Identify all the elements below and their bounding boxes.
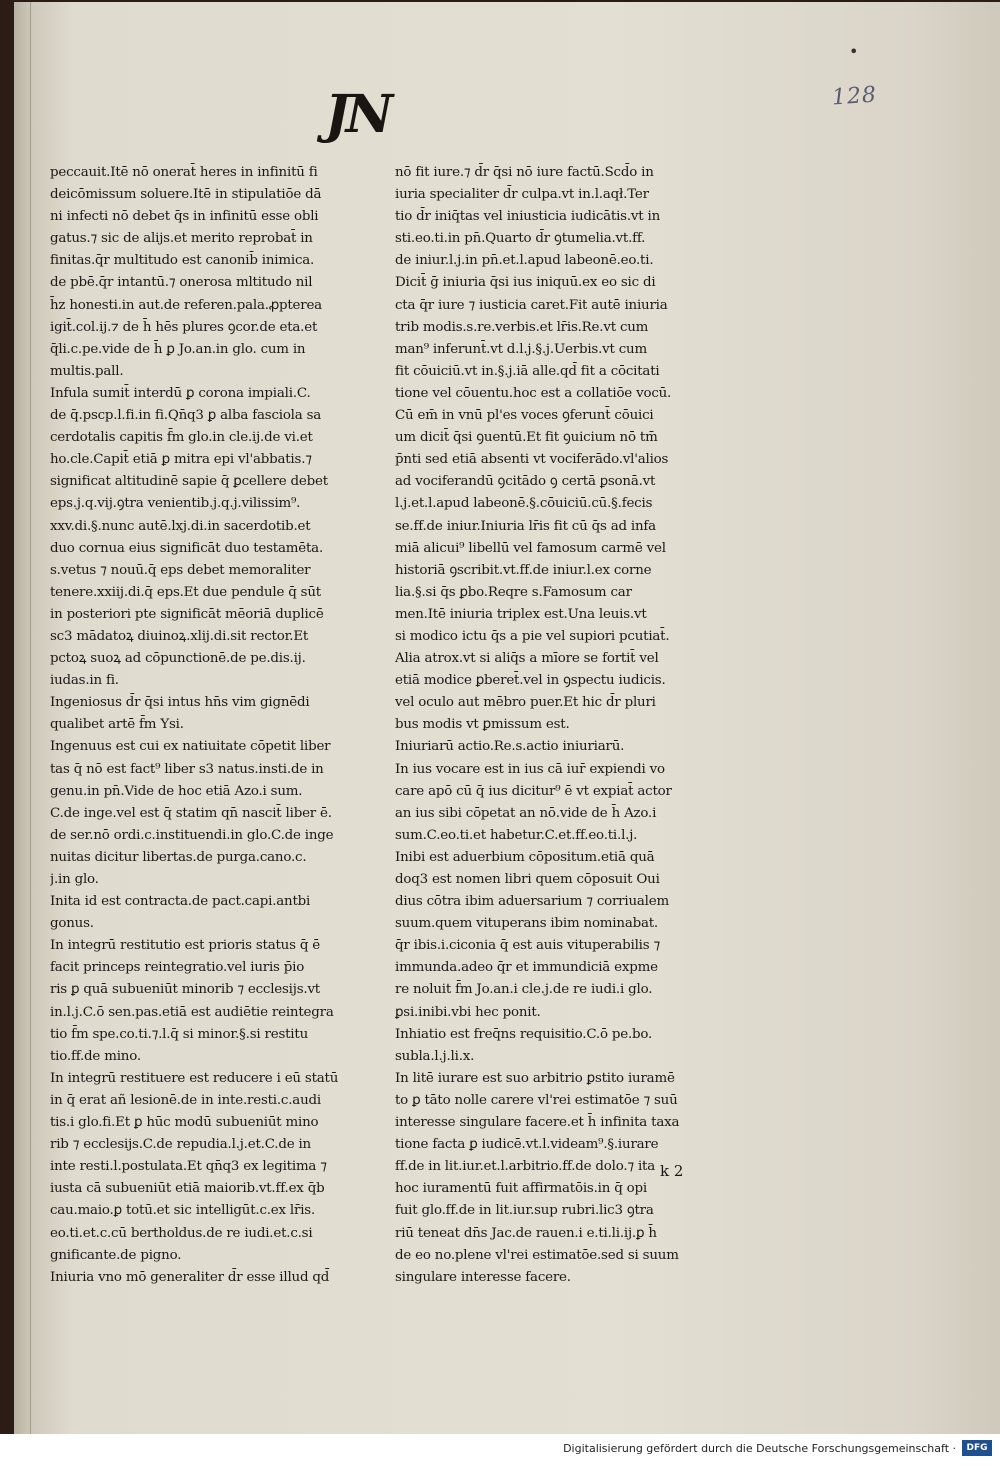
left-column: [50, 162, 385, 1289]
text-line: bus modis vt ꝑmissum est.: [395, 717, 570, 733]
text-line: men.Itē iniuria triplex est.Una leuis.vt: [395, 606, 647, 622]
text-line: cau.maio.ꝑ totū.et sic intelligūt.c.ex lr̄is.: [50, 1203, 316, 1219]
text-line: multis.pall.: [50, 363, 124, 379]
text-line: finitas.q̄r multitudo est canonib̄ inimica.: [50, 253, 315, 269]
text-line: Ingenuus est cui ex natiuitate cōpetit liber: [50, 739, 331, 755]
text-line: sum.C.eo.ti.et habetur.C.et.ff.eo.ti.l.j.: [395, 827, 638, 843]
text-line: tio.ff.de mino.: [50, 1048, 141, 1064]
text-line: ris ꝑ quā subueniūt minorib ⁊ ecclesijs.vt: [50, 982, 320, 998]
text-line: h̄z honesti.in aut.de referen.pala.ꝓpterea: [50, 297, 322, 313]
text-line: um dicit̄ q̄si ꝯuentū.Et fit ꝯuicium nō tm̄: [395, 430, 658, 446]
text-line: qualibet artē f̄m Ysi.: [50, 717, 184, 733]
text-line: gnificante.de pigno.: [50, 1247, 182, 1263]
text-line: tis.i glo.fi.Et ꝑ hūc modū subueniūt mino: [50, 1115, 319, 1131]
text-line: s.vetus ⁊ nouū.q̄ eps debet memoraliter: [50, 562, 311, 578]
text-line: Infula sumit̄ interdū ꝑ corona impiali.C.: [50, 385, 311, 401]
text-line: nuitas dicitur libertas.de purga.cano.c.: [50, 849, 307, 865]
text-line: inte resti.l.postulata.Et qn̄q3 ex legitima ⁊: [50, 1159, 327, 1175]
text-line: tenere.xxiij.di.q̄ eps.Et due pendule q̄ sūt: [50, 584, 321, 600]
text-line: vel oculo aut mēbro puer.Et hic d̄r pluri: [395, 695, 656, 711]
text-line: tione vel cōuentu.hoc est a collatiōe vocū.: [395, 385, 672, 401]
text-line: significat altitudinē sapie q̄ ꝑcellere debet: [50, 474, 328, 490]
text-line: In integrū restituere est reducere i eū statū: [50, 1070, 339, 1086]
text-line: Iniuria vno mō generaliter d̄r esse illud qd̄: [50, 1269, 330, 1285]
text-line: trib modis.s.re.verbis.et lr̄is.Re.vt cum: [395, 319, 649, 335]
text-line: tio f̄m spe.co.ti.⁊.l.q̄ si minor.§.si restitu: [50, 1026, 308, 1042]
text-line: care apō cū q̄ ius dicitur⁹ ē vt expiat̄ actor: [395, 783, 672, 799]
text-line: gonus.: [50, 916, 94, 932]
text-line: peccauit.Itē nō onerat̄ heres in infinitū fi: [50, 165, 318, 180]
text-line: de iniur.l.j.in pn̄.et.l.apud labeonē.eo.ti.: [395, 253, 654, 269]
text-line: Cū em̄ in vnū pl'es voces ꝯferunt̄ cōuici: [395, 408, 654, 424]
text-line: singulare interesse facere.: [395, 1269, 571, 1285]
text-line: Iniuriarū actio.Re.s.actio iniuriarū.: [395, 739, 625, 755]
text-line: etiā modice ꝑberet̄.vel in ꝯspectu iudicis.: [395, 673, 666, 689]
text-line: q̄li.c.pe.vide de h̄ ꝑ Jo.an.in glo. cum in: [50, 341, 306, 357]
text-line: re noluit f̄m Jo.an.i cle.j.de re iudi.i glo.: [395, 982, 653, 998]
text-line: nō fit iure.⁊ d̄r q̄si nō iure factū.Scd̄o in: [395, 165, 654, 180]
text-line: Ingeniosus d̄r q̄si intus hn̄s vim gignēdi: [50, 695, 310, 711]
text-line: deicōmissum soluere.Itē in stipulatiōe dā: [50, 187, 322, 203]
text-line: p̄nti sed etiā absenti vt vociferādo.vl'alios: [395, 452, 669, 468]
text-line: ni infecti nō debet q̄s in infinitū esse obli: [50, 209, 319, 225]
text-line: hoc iuramentū fuit affirmatōis.in q̄ opi: [395, 1181, 647, 1197]
text-line: Inita id est contracta.de pact.capi.antbi: [50, 894, 311, 910]
text-line: fuit glo.ff.de in lit.iur.sup rubri.lic3 ꝯtra: [395, 1203, 654, 1219]
text-line: dius cōtra ibim aduersarium ⁊ corriualem: [395, 894, 669, 910]
text-line: lia.§.si q̄s ꝑbo.Reqre s.Famosum car: [395, 584, 632, 600]
text-line: facit princeps reintegratio.vel iuris p̄io: [50, 960, 305, 976]
text-line: j.in glo.: [50, 872, 99, 887]
dfg-logo-icon: DFG: [962, 1440, 992, 1456]
text-line: rib ⁊ ecclesijs.C.de repudia.l.j.et.C.de in: [50, 1137, 311, 1153]
text-line: in posteriori pte significāt mēoriā duplicē: [50, 606, 324, 622]
text-line: de ser.nō ordi.c.instituendi.in glo.C.de inge: [50, 827, 334, 843]
text-line: l.j.et.l.apud labeonē.§.cōuiciū.cū.§.fecis: [395, 496, 653, 512]
text-line: iuria specialiter d̄r culpa.vt in.l.aqł.Ter: [395, 187, 649, 203]
signature-mark: k 2: [660, 1162, 684, 1180]
text-line: tio d̄r iniq̄tas vel iniusticia iudicātis.vt in: [395, 209, 661, 225]
text-line: immunda.adeo q̄r et immundiciā expme: [395, 960, 658, 976]
text-line: In ius vocare est in ius cā iur̄ expiendi vo: [395, 761, 665, 777]
ink-blot: •: [849, 42, 859, 61]
text-line: duo cornua eius significāt duo testamēta.: [50, 540, 324, 556]
text-line: tas q̄ nō est fact⁹ liber s3 natus.insti.de in: [50, 761, 324, 777]
text-line: cerdotalis capitis f̄m glo.in cle.ij.de vi.et: [50, 430, 313, 446]
text-line: ff.de in lit.iur.et.l.arbitrio.ff.de dolo.⁊ ita: [395, 1159, 655, 1175]
text-line: ho.cle.Capit̄ etiā ꝑ mitra epi vl'abbatis.⁊: [50, 452, 312, 468]
text-line: in.l.j.C.ō sen.pas.etiā est audiētie reintegra: [50, 1004, 334, 1020]
text-line: doq3 est nomen libri quem cōposuit Oui: [395, 872, 660, 887]
text-line: de eo no.plene vl'rei estimatōe.sed si suum: [395, 1247, 679, 1263]
text-line: Alia atrox.vt si aliq̄s a mīore se fortit̄ vel: [395, 651, 659, 667]
text-line: Inhiatio est freq̄ns requisitio.C.ō pe.bo.: [395, 1026, 653, 1042]
text-line: se.ff.de iniur.Iniuria lr̄is fit cū q̄s ad infa: [395, 518, 656, 534]
text-line: In integrū restitutio est prioris status q̄ ē: [50, 938, 320, 954]
footer-bar: [0, 1434, 1000, 1466]
text-line: ꝑsi.inibi.vbi hec ponit.: [395, 1004, 541, 1020]
text-line: iudas.in fi.: [50, 673, 119, 689]
text-line: igit̄.col.ij.⁊ de h̄ hēs plures ꝯcor.de eta.et: [50, 319, 318, 335]
text-line: in q̄ erat añ lesionē.de in inte.resti.c.audi: [50, 1092, 321, 1108]
text-line: historiā ꝯscribit.vt.ff.de iniur.l.ex corne: [395, 562, 652, 578]
text-line: man⁹ inferunt̄.vt d.l.j.§.j.Uerbis.vt cum: [395, 341, 647, 357]
text-line: ad vociferandū ꝯcitādo ꝯ certā ꝑsonā.vt: [395, 474, 656, 490]
text-line: cta q̄r iure ⁊ iusticia caret.Fit autē iniuria: [395, 297, 668, 313]
text-line: pctoꝝ suoꝝ ad cōpunctionē.de pe.dis.ij.: [50, 651, 306, 667]
text-line: subla.l.j.li.x.: [395, 1048, 475, 1064]
text-line: genu.in pn̄.Vide de hoc etiā Azo.i sum.: [50, 783, 303, 799]
text-line: In litē iurare est suo arbitrio ꝑstito iuramē: [395, 1070, 675, 1086]
text-line: eps.j.q.vij.ꝯtra venientib.j.q.j.vilissim⁹.: [50, 496, 301, 512]
text-line: Inibi est aduerbium cōpositum.etiā quā: [395, 849, 655, 865]
text-line: C.de inge.vel est q̄ statim qn̄ nascit̄ liber ē.: [50, 805, 332, 821]
text-line: q̄r ibis.i.ciconia q̄ est auis vituperabilis ⁊: [395, 938, 660, 954]
text-line: to ꝑ tāto nolle carere vl'rei estimatōe ⁊ suū: [395, 1092, 678, 1108]
text-line: de pbē.q̄r intantū.⁊ onerosa mltitudo nil: [50, 275, 313, 291]
text-line: interesse singulare facere.et h̄ infinita taxa: [395, 1115, 680, 1131]
text-line: de q̄.pscp.l.fi.in fi.Qn̄q3 ꝑ alba fasciola sa: [50, 408, 322, 424]
text-line: iusta cā subueniūt etiā maiorib.vt.ff.ex q̄b: [50, 1181, 325, 1197]
footer-credit: Digitalisierung gefördert durch die Deutsche Forschungsgemeinschaft ·: [563, 1442, 956, 1455]
text-line: an ius sibi cōpetat an nō.vide de h̄ Azo.i: [395, 805, 657, 821]
text-line: suum.quem vituperans ibim nominabat.: [395, 916, 658, 932]
text-line: sti.eo.ti.in pn̄.Quarto d̄r ꝯtumelia.vt.ff.: [395, 231, 646, 247]
text-line: sc3 mādatoꝝ diuinoꝝ.xlij.di.sit rector.Et: [50, 628, 309, 644]
text-line: tione facta ꝑ iudicē.vt.l.videam⁹.§.iurare: [395, 1137, 659, 1153]
text-line: Dicit̄ ḡ iniuria q̄si ius iniquū.ex eo sic di: [395, 275, 656, 291]
text-line: xxv.di.§.nunc autē.lxj.di.in sacerdotib.et: [50, 518, 311, 534]
text-line: fit cōuiciū.vt in.§.j.iā alle.qd̄ fit a cōcitati: [395, 363, 660, 379]
folio-number: 128: [831, 82, 878, 111]
text-line: miā alicui⁹ libellū vel famosum carmē vel: [395, 540, 666, 556]
text-line: eo.ti.et.c.cū bertholdus.de re iudi.et.c.si: [50, 1225, 313, 1241]
text-line: gatus.⁊ sic de alijs.et merito reprobat̄ in: [50, 231, 313, 247]
text-line: si modico ictu q̄s a pie vel supiori pcutiat̄.: [395, 628, 670, 644]
page-header: JN: [325, 84, 390, 145]
right-column: [395, 162, 730, 1289]
text-line: riū teneat dn̄s Jac.de rauen.i e.ti.li.ij.ꝑ h̄: [395, 1225, 657, 1241]
